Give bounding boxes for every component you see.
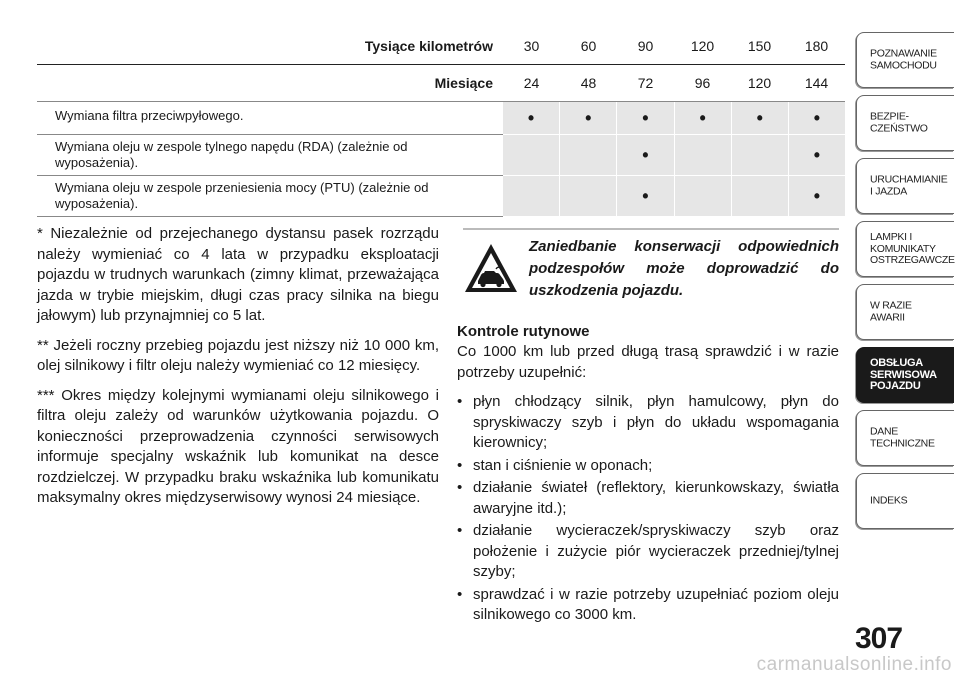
bullet: • [457,456,463,474]
bullet: • [457,585,463,603]
header-month-cell: 120 [747,75,772,91]
list-item: • stan i ciśnienie w oponach; [457,456,839,477]
page-number: 307 [855,622,903,655]
header-km-cell: 150 [747,38,772,54]
checks-list [457,392,839,626]
bullet: • [457,479,463,496]
row-mark [732,176,789,216]
header-km-label: Tysiące kilometrów [37,28,503,65]
bullet: • [457,393,463,410]
tab-poznawanie-samochodu[interactable]: POZNAWANIE SAMOCHODU [856,32,954,88]
tab-obsluga-serwisowa[interactable]: OBSŁUGA SERWISOWA POJAZDU [856,347,954,403]
tab-indeks[interactable]: INDEKS [856,473,954,529]
row-label: Wymiana filtra przeciwpyłowego. [37,102,503,135]
list-item: • płyn chłodzący silnik, płyn hamulcowy, płyn do spryskiwaczy szyb i płyn do układu wspomagania kierownicy; [457,393,839,451]
row-mark [560,176,617,216]
row-mark: • [617,102,674,134]
row-label: Wymiana oleju w zespole przeniesienia mocy (PTU) (zależnie od wyposażenia). [37,176,503,217]
row-mark: • [732,102,789,134]
table-header-km [37,28,845,65]
header-km-cell: 60 [580,38,597,54]
header-month-cell: 24 [523,75,540,91]
header-km-cell: 180 [804,38,829,54]
row-mark [675,176,732,216]
chapter-tabs [856,32,954,536]
header-km-cell: 120 [690,38,715,54]
row-label: Wymiana oleju w zespole tylnego napędu (RDA) (zależnie od wyposażenia). [37,135,503,176]
table-row [37,135,845,176]
maintenance-table [37,28,845,217]
bullet: • [457,522,463,539]
footnote: * Niezależnie od przejechanego dystansu pasek rozrządu należy wymieniać co 4 lata w przypadku eksploatacji pojazdu w trudnych warunkach (zimny klimat, przeważająca jazda w trybie miejskim, długi czas pracy silnika na biegu jałowym) lub przynajmniej co 5 lat. [37,225,439,324]
tab-uruchamianie-i-jazda[interactable]: URUCHAMIANIE I JAZDA [856,158,954,214]
section-intro: Co 1000 km lub przed długą trasą sprawdzić i w razie potrzeby uzupełnić: [457,343,839,381]
list-item: • działanie świateł (reflektory, kierunkowskazy, światła awaryjne itd.); [457,479,839,517]
row-mark: • [617,135,674,175]
routine-checks-column [457,228,839,628]
header-km-cell: 30 [523,38,540,54]
table-row [37,176,845,217]
header-month-cell: 72 [637,75,654,91]
row-mark [503,176,560,216]
watermark: carmanualsonline.info [756,654,952,675]
row-mark: • [560,102,617,134]
row-mark [503,135,560,175]
header-month-cell: 144 [804,75,829,91]
row-mark [560,135,617,175]
header-month-cell: 96 [694,75,711,91]
row-mark [675,135,732,175]
row-mark: • [503,102,560,134]
row-mark: • [617,176,674,216]
tab-w-razie-awarii[interactable]: W RAZIE AWARII [856,284,954,340]
row-mark: • [813,107,821,128]
tab-bezpieczenstwo[interactable]: BEZPIE- CZEŃSTWO [856,95,954,151]
tab-lampki-i-komunikaty[interactable]: LAMPKI I KOMUNIKATY OSTRZEGAWCZE [856,221,954,277]
row-mark: • [813,144,821,165]
warning-car-triangle-icon [463,242,519,304]
row-mark: • [675,102,732,134]
row-mark [732,135,789,175]
table-row [37,102,845,135]
list-item: • sprawdzać i w razie potrzeby uzupełniać poziom oleju silnikowego co 3000 km. [457,585,839,623]
list-item: • działanie wycieraczek/spryskiwaczy szyb oraz położenie i zużycie piór wycieraczek przedniej/tylnej szyby; [457,522,839,580]
table-header-months [37,65,845,102]
header-month-label: Miesiące [37,65,503,102]
section-title: Kontrole rutynowe [457,323,590,340]
tab-dane-techniczne[interactable]: DANE TECHNICZNE [856,410,954,466]
header-km-cell: 90 [637,38,654,54]
footnote: *** Okres między kolejnymi wymianami oleju silnikowego i filtra oleju zależy od warunków użytkowania pojazdu. O konieczności przeprowadzenia czynności serwisowych informuje specjalny wskaźnik lub komunikat na desce rozdzielczej. W przypadku braku wskaźnika lub komunikatu maksymalny okres międzyserwisowy wynosi 24 miesiące. [37,386,439,506]
warning-text: Zaniedbanie konserwacji odpowiednich podzespołów może doprowadzić do uszkodzenia pojazdu. [529,238,839,299]
warning-box [463,228,839,304]
header-month-cell: 48 [580,75,597,91]
footnote: ** Jeżeli roczny przebieg pojazdu jest niższy niż 10 000 km, olej silnikowy i filtr oleju należy wymieniać co 12 miesięcy. [37,336,439,374]
footnotes-column [37,224,439,518]
row-mark: • [813,185,821,206]
